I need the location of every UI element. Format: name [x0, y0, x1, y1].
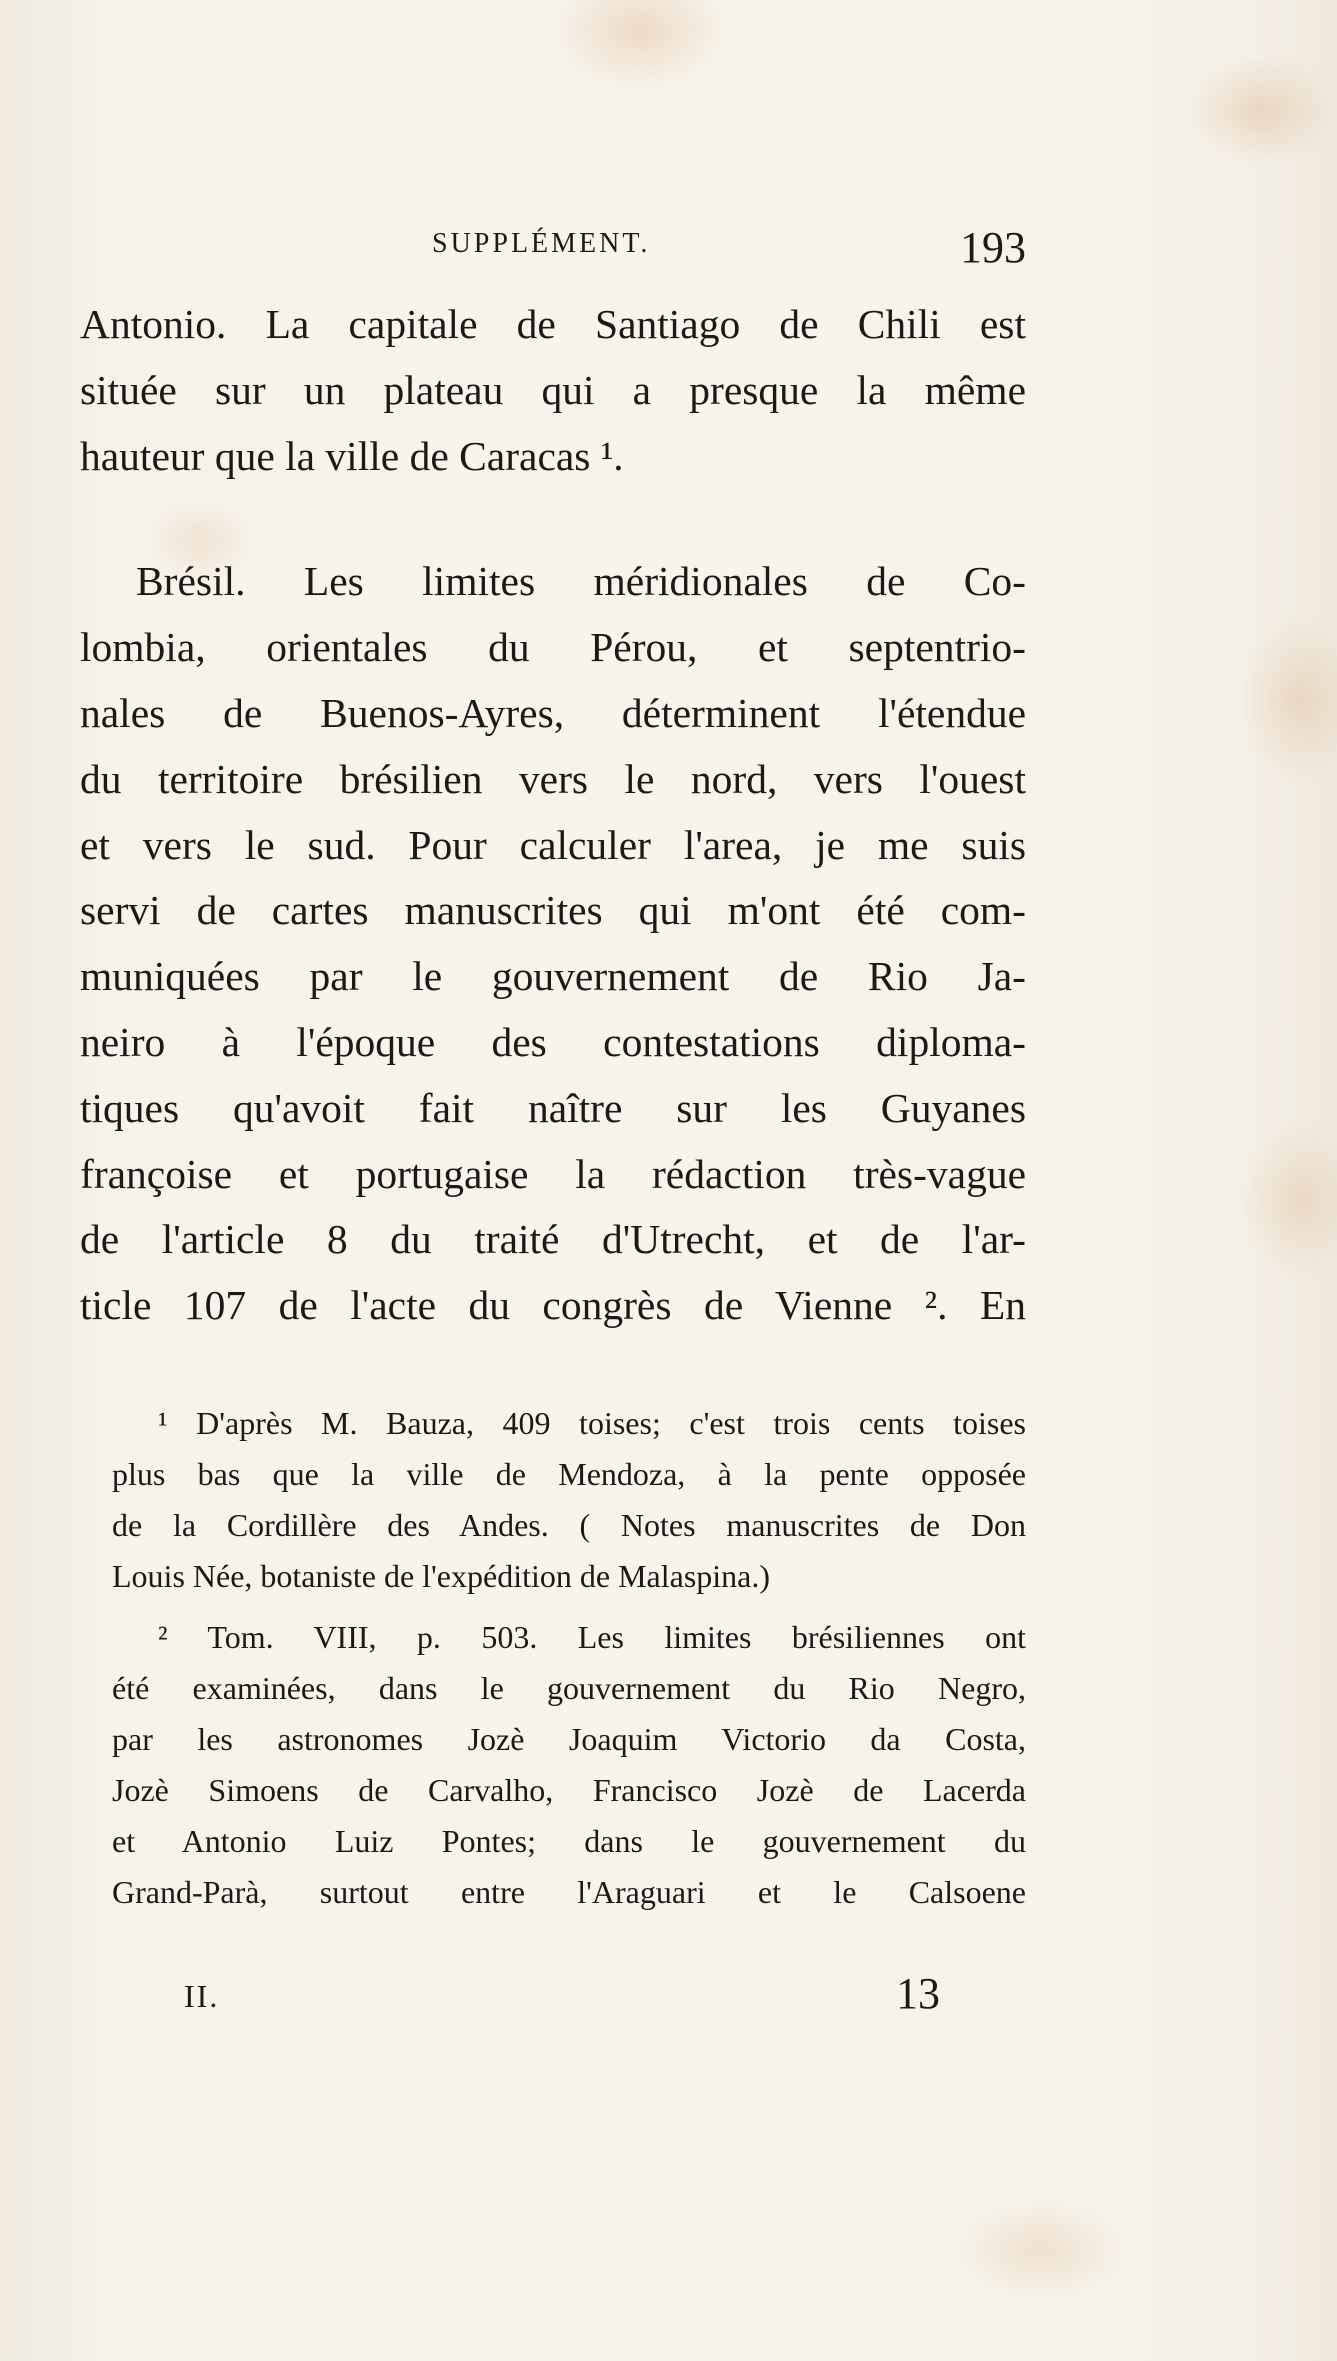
footnote-2-line: ² Tom. VIII, p. 503. Les limites brésiliennes ont: [158, 1619, 1026, 1655]
text-line: servi de cartes manuscrites qui m'ont été com-: [80, 887, 1026, 934]
footnote-1-line: de la Cordillère des Andes. ( Notes manuscrites de Don: [112, 1507, 1026, 1543]
footnote-1-line: Louis Née, botaniste de l'expédition de Malaspina.): [112, 1558, 771, 1594]
text-line: muniquées par le gouvernement de Rio Ja-: [80, 953, 1026, 1000]
footnotes: [112, 1398, 1026, 1918]
running-head: SUPPLÉMENT.: [432, 228, 651, 259]
text-line: françoise et portugaise la rédaction très-vague: [80, 1150, 1026, 1197]
text-line: Antonio. La capitale de Santiago de Chili est: [80, 301, 1026, 347]
signature-mark: II.: [184, 1978, 220, 2014]
text-line: située sur un plateau qui a presque la même: [80, 366, 1026, 413]
footnote-1-line: ¹ D'après M. Bauza, 409 toises; c'est trois cents toises: [158, 1405, 1026, 1441]
footnote-2-line: Grand-Parà, surtout entre l'Araguari et le Calsoene: [112, 1874, 1026, 1910]
footnote-2-line: et Antonio Luiz Pontes; dans le gouvernement du: [112, 1823, 1026, 1859]
text-line: du territoire brésilien vers le nord, vers l'ouest: [80, 755, 1026, 802]
main-text: [80, 292, 1026, 1339]
footnote-1-line: plus bas que la ville de Mendoza, à la pente opposée: [112, 1456, 1026, 1492]
text-line: et vers le sud. Pour calculer l'area, je me suis: [80, 821, 1026, 868]
text-line: hauteur que la ville de Caracas ¹.: [80, 432, 624, 479]
page-header: [80, 222, 1026, 282]
footnote-2-line: été examinées, dans le gouvernement du Rio Negro,: [112, 1670, 1026, 1706]
text-line: de l'article 8 du traité d'Utrecht, et de l'ar-: [80, 1216, 1026, 1263]
text-line: ticle 107 de l'acte du congrès de Vienne ². En: [80, 1282, 1026, 1329]
text-line: tiques qu'avoit fait naître sur les Guyanes: [80, 1084, 1026, 1131]
text-line: neiro à l'époque des contestations diploma-: [80, 1018, 1026, 1065]
signature-number: 13: [896, 1969, 940, 2018]
text-line: nales de Buenos-Ayres, déterminent l'étendue: [80, 689, 1026, 736]
text-line: lombia, orientales du Pérou, et septentrio-: [80, 624, 1026, 671]
footnote-2-line: Jozè Simoens de Carvalho, Francisco Jozè de Lacerda: [112, 1772, 1026, 1808]
page-number: 193: [960, 223, 1026, 272]
footnote-2-line: par les astronomes Jozè Joaquim Victorio da Costa,: [112, 1721, 1026, 1757]
text-line: Brésil. Les limites méridionales de Co-: [136, 558, 1026, 605]
